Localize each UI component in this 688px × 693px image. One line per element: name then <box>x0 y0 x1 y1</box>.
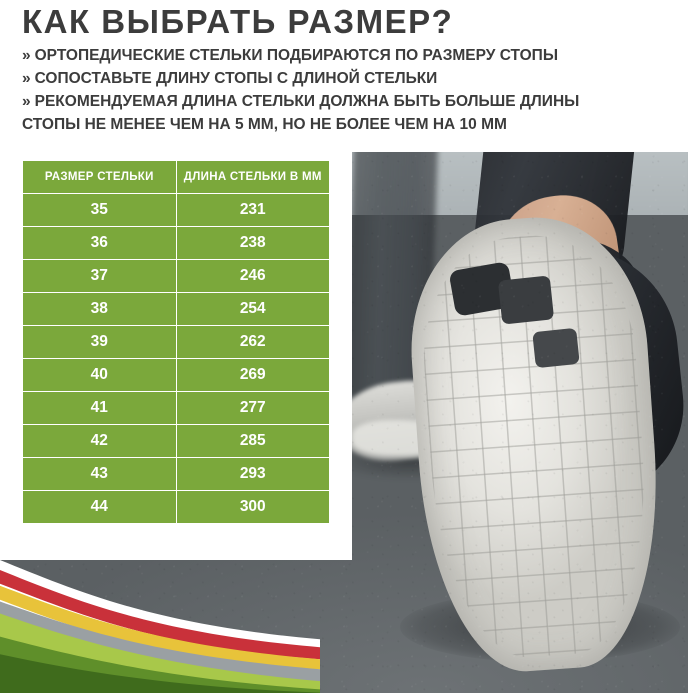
cell-length: 238 <box>176 227 330 260</box>
chevron-marker-icon: » <box>22 47 31 64</box>
cell-length: 254 <box>176 293 330 326</box>
swoosh-svg <box>0 548 320 693</box>
cell-length: 231 <box>176 194 330 227</box>
chevron-marker-icon: » <box>22 70 31 87</box>
table-row <box>23 260 330 293</box>
cell-length: 262 <box>176 326 330 359</box>
table-header-row <box>23 161 330 194</box>
list-item-text: РЕКОМЕНДУЕМАЯ ДЛИНА СТЕЛЬКИ ДОЛЖНА БЫТЬ БОЛЬШЕ ДЛИНЫ <box>34 93 580 110</box>
page-title: КАК ВЫБРАТЬ РАЗМЕР? <box>22 3 454 40</box>
cell-size: 43 <box>23 458 177 491</box>
list-item-text: СОПОСТАВЬТЕ ДЛИНУ СТОПЫ С ДЛИНОЙ СТЕЛЬКИ <box>34 70 438 87</box>
table-row <box>23 392 330 425</box>
cell-length: 277 <box>176 392 330 425</box>
cell-size: 40 <box>23 359 177 392</box>
cell-size: 35 <box>23 194 177 227</box>
cell-length: 285 <box>176 425 330 458</box>
cell-length: 269 <box>176 359 330 392</box>
cell-size: 44 <box>23 491 177 524</box>
list-item-text: СТОПЫ НЕ МЕНЕЕ ЧЕМ НА 5 ММ, НО НЕ БОЛЕЕ ЧЕМ НА 10 ММ <box>22 116 507 133</box>
cell-size: 36 <box>23 227 177 260</box>
chevron-marker-icon: » <box>22 93 31 110</box>
instruction-list <box>22 44 668 136</box>
table-row <box>23 458 330 491</box>
table-row <box>23 491 330 524</box>
table-row <box>23 326 330 359</box>
size-table-body <box>23 194 330 524</box>
table-row <box>23 359 330 392</box>
size-table <box>22 160 330 524</box>
cell-length: 293 <box>176 458 330 491</box>
list-item-continuation <box>22 113 668 136</box>
cell-size: 38 <box>23 293 177 326</box>
column-header-insole-length: ДЛИНА СТЕЛЬКИ В ММ <box>176 161 330 194</box>
decorative-swoosh-group <box>0 548 320 693</box>
cell-length: 300 <box>176 491 330 524</box>
table-row <box>23 425 330 458</box>
table-row <box>23 194 330 227</box>
cell-length: 246 <box>176 260 330 293</box>
list-item <box>22 44 668 67</box>
column-header-insole-size: РАЗМЕР СТЕЛЬКИ <box>23 161 177 194</box>
table-row <box>23 293 330 326</box>
cell-size: 42 <box>23 425 177 458</box>
size-table-head <box>23 161 330 194</box>
cell-size: 41 <box>23 392 177 425</box>
table-row <box>23 227 330 260</box>
cell-size: 39 <box>23 326 177 359</box>
cell-size: 37 <box>23 260 177 293</box>
list-item <box>22 67 668 90</box>
list-item <box>22 90 668 113</box>
list-item-text: ОРТОПЕДИЧЕСКИЕ СТЕЛЬКИ ПОДБИРАЮТСЯ ПО РАЗМЕРУ СТОПЫ <box>34 47 558 64</box>
